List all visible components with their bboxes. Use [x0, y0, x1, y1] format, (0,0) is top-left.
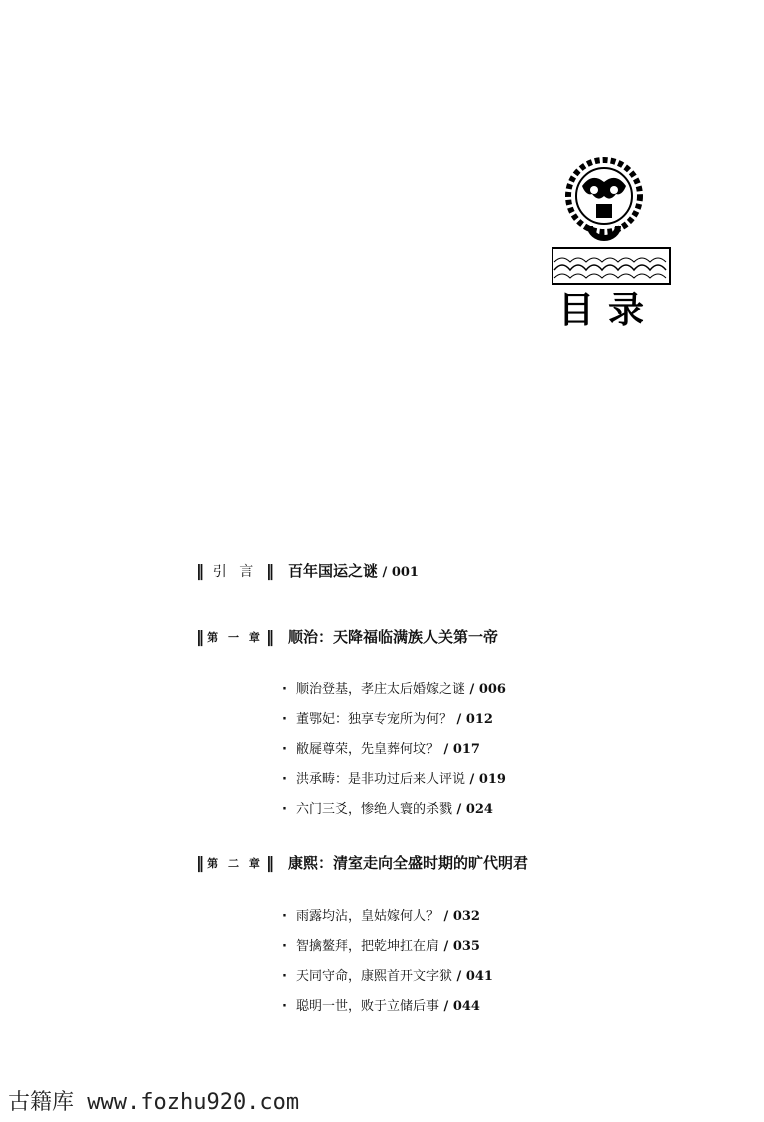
door-knocker-emblem-icon [552, 150, 672, 285]
section-title: 智擒鳌拜，把乾坤扛在肩 [296, 939, 440, 954]
section-page: / 041 [452, 969, 493, 984]
section-entry[interactable]: · 顺治登基，孝庄太后婚嫁之谜 / 006 [282, 682, 506, 697]
intro-entry[interactable] [196, 560, 419, 581]
intro-page: / 001 [378, 565, 419, 580]
section-entry[interactable]: · 雨露均沾，皇姑嫁何人？ / 032 [282, 909, 480, 924]
chapter-2-label-bracket: ‖ 第 二 章 ‖ [196, 853, 274, 872]
section-entry[interactable]: · 董鄂妃：独享专宠所为何？ / 012 [282, 712, 493, 727]
section-page: / 044 [439, 999, 480, 1014]
intro-label: 引 言 [212, 563, 258, 580]
intro-label-bracket: ‖ 引 言 ‖ [196, 561, 274, 580]
section-title: 董鄂妃：独享专宠所为何？ [296, 712, 453, 727]
chapter-2-title: 康熙：清室走向全盛时期的旷代明君 [288, 854, 529, 872]
chapter-1-label-bracket: ‖ 第 一 章 ‖ [196, 627, 274, 646]
section-page: / 019 [465, 772, 506, 787]
section-title: 天同守命，康熙首开文字狱 [296, 969, 453, 984]
section-page: / 012 [452, 712, 493, 727]
section-entry[interactable]: · 敝屣尊荣，先皇葬何坟？ / 017 [282, 742, 480, 757]
section-title: 六门三爻，惨绝人寰的杀戮 [296, 802, 453, 817]
chapter-2-label: 第 二 章 [207, 856, 263, 870]
chapter-1-entry[interactable] [196, 626, 498, 647]
section-entry[interactable]: · 聪明一世，败于立储后事 / 044 [282, 999, 480, 1014]
section-title: 雨露均沾，皇姑嫁何人？ [296, 909, 440, 924]
section-entry[interactable]: · 智擒鳌拜，把乾坤扛在肩 / 035 [282, 939, 480, 954]
section-page: / 017 [439, 742, 480, 757]
section-title: 洪承畴：是非功过后来人评说 [296, 772, 466, 787]
section-page: / 032 [439, 909, 480, 924]
chapter-1-label: 第 一 章 [207, 630, 263, 644]
section-entry[interactable]: · 洪承畴：是非功过后来人评说 / 019 [282, 772, 506, 787]
section-entry[interactable]: · 六门三爻，惨绝人寰的杀戮 / 024 [282, 802, 493, 817]
section-title: 聪明一世，败于立储后事 [296, 999, 440, 1014]
section-title: 敝屣尊荣，先皇葬何坟？ [296, 742, 440, 757]
section-page: / 035 [439, 939, 480, 954]
section-page: / 024 [452, 802, 493, 817]
intro-title: 百年国运之谜 / 001 [288, 562, 419, 580]
site-watermark: 古籍库 www.fozhu920.com [8, 1090, 300, 1115]
chapter-2-entry[interactable] [196, 852, 528, 873]
toc-title: 目录 [558, 290, 659, 331]
section-page: / 006 [465, 682, 506, 697]
section-title: 顺治登基，孝庄太后婚嫁之谜 [296, 682, 466, 697]
chapter-1-title: 顺治：天降福临满族人关第一帝 [288, 628, 499, 646]
section-entry[interactable]: · 天同守命，康熙首开文字狱 / 041 [282, 969, 493, 984]
